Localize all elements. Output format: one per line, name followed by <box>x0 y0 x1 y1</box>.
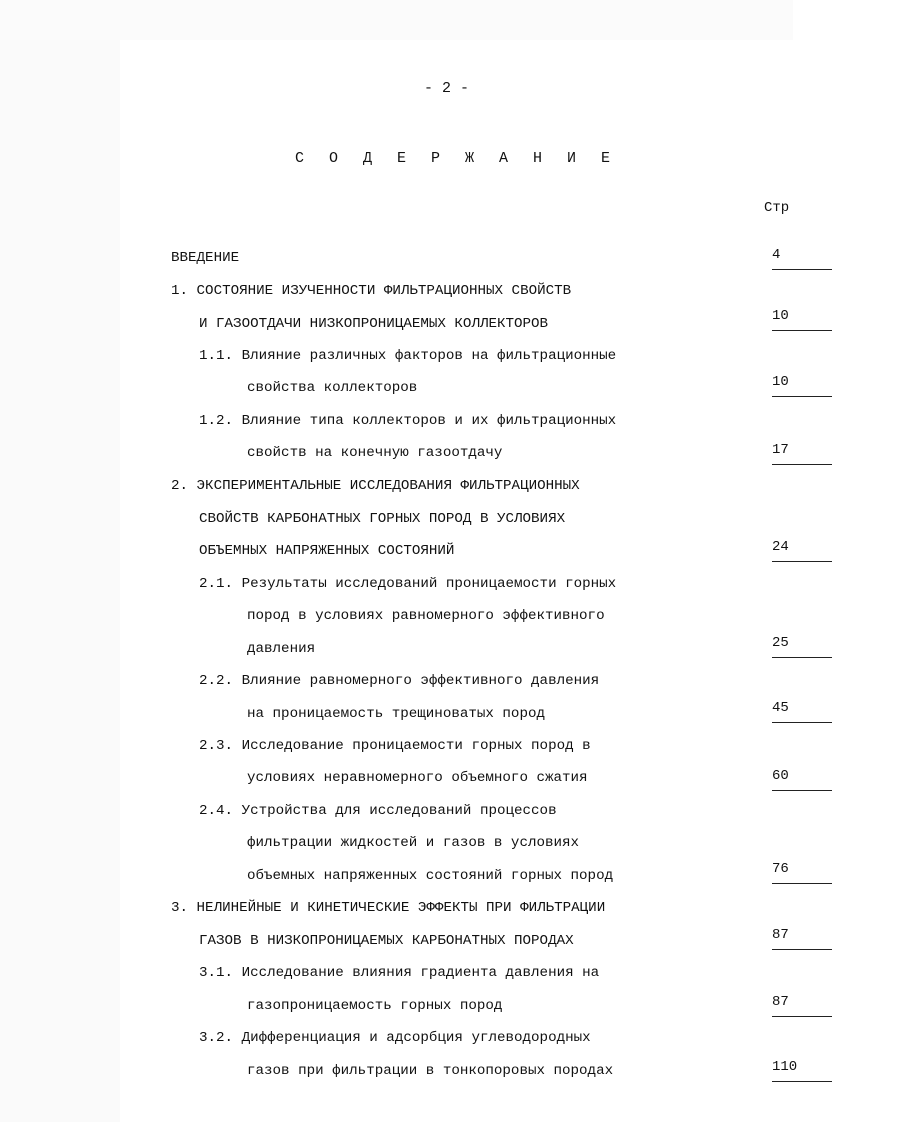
toc-entry-2-4-cont-1: фильтрации жидкостей и газов в условиях <box>247 835 580 851</box>
toc-entry-2-1-cont-1: пород в условиях равномерного эффективного <box>247 608 605 624</box>
toc-entry-3-2: 3.2. Дифференциация и адсорбция углеводородных <box>199 1030 591 1046</box>
toc-entry-3-1: 3.1. Исследование влияния градиента давления на <box>199 965 600 981</box>
toc-entry-3-1-cont: газопроницаемость горных пород <box>247 998 503 1014</box>
toc-entry-2-3-cont: условиях неравномерного объемного сжатия <box>247 770 588 786</box>
toc-entry-2-2: 2.2. Влияние равномерного эффективного давления <box>199 673 600 689</box>
toc-page-2-1: 25 <box>772 635 789 651</box>
toc-entry-2-4: 2.4. Устройства для исследований процессов <box>199 803 557 819</box>
toc-entry-1-1-cont: свойства коллекторов <box>247 380 418 396</box>
toc-entry-intro: ВВЕДЕНИЕ <box>171 250 240 266</box>
toc-entry-3: 3. НЕЛИНЕЙНЫЕ И КИНЕТИЧЕСКИЕ ЭФФЕКТЫ ПРИ ФИЛЬТРАЦИИ <box>171 900 606 916</box>
toc-entry-2-1: 2.1. Результаты исследований проницаемости горных <box>199 576 617 592</box>
toc-page-2-3: 60 <box>772 768 789 784</box>
scan-top-margin <box>0 0 793 40</box>
toc-page-intro: 4 <box>772 247 781 263</box>
toc-page-2-2: 45 <box>772 700 789 716</box>
toc-page-1-2: 17 <box>772 442 789 458</box>
toc-entry-3-cont: ГАЗОВ В НИЗКОПРОНИЦАЕМЫХ КАРБОНАТНЫХ ПОРОДАХ <box>199 933 574 949</box>
toc-entry-1-2-cont: свойств на конечную газоотдачу <box>247 445 503 461</box>
page-title: С О Д Е Р Ж А Н И Е <box>294 150 619 167</box>
toc-page-2: 24 <box>772 539 789 555</box>
toc-entry-2-cont-2: ОБЪЕМНЫХ НАПРЯЖЕННЫХ СОСТОЯНИЙ <box>199 543 455 559</box>
page-column-label: Стр <box>764 200 790 216</box>
toc-page-2-4: 76 <box>772 861 789 877</box>
toc-page-1-1: 10 <box>772 374 789 390</box>
toc-page-3: 87 <box>772 927 789 943</box>
toc-entry-3-2-cont: газов при фильтрации в тонкопоровых породах <box>247 1063 614 1079</box>
toc-entry-2-2-cont: на проницаемость трещиноватых пород <box>247 706 545 722</box>
toc-entry-2: 2. ЭКСПЕРИМЕНТАЛЬНЫЕ ИССЛЕДОВАНИЯ ФИЛЬТРАЦИОННЫХ <box>171 478 580 494</box>
toc-page-3-2: 110 <box>772 1059 798 1075</box>
toc-entry-1-2: 1.2. Влияние типа коллекторов и их фильтрационных <box>199 413 617 429</box>
toc-entry-2-3: 2.3. Исследование проницаемости горных пород в <box>199 738 591 754</box>
scan-margin <box>0 0 120 1122</box>
toc-page-1: 10 <box>772 308 789 324</box>
toc-entry-1-cont: И ГАЗООТДАЧИ НИЗКОПРОНИЦАЕМЫХ КОЛЛЕКТОРОВ <box>199 316 549 332</box>
toc-entry-2-4-cont-2: объемных напряженных состояний горных пород <box>247 868 614 884</box>
toc-entry-1-1: 1.1. Влияние различных факторов на фильтрационные <box>199 348 617 364</box>
toc-entry-2-cont-1: СВОЙСТВ КАРБОНАТНЫХ ГОРНЫХ ПОРОД В УСЛОВИЯХ <box>199 511 566 527</box>
page-number: - 2 - <box>423 80 469 97</box>
toc-entry-2-1-cont-2: давления <box>247 641 316 657</box>
toc-page-3-1: 87 <box>772 994 789 1010</box>
toc-entry-1: 1. СОСТОЯНИЕ ИЗУЧЕННОСТИ ФИЛЬТРАЦИОННЫХ СВОЙСТВ <box>171 283 572 299</box>
